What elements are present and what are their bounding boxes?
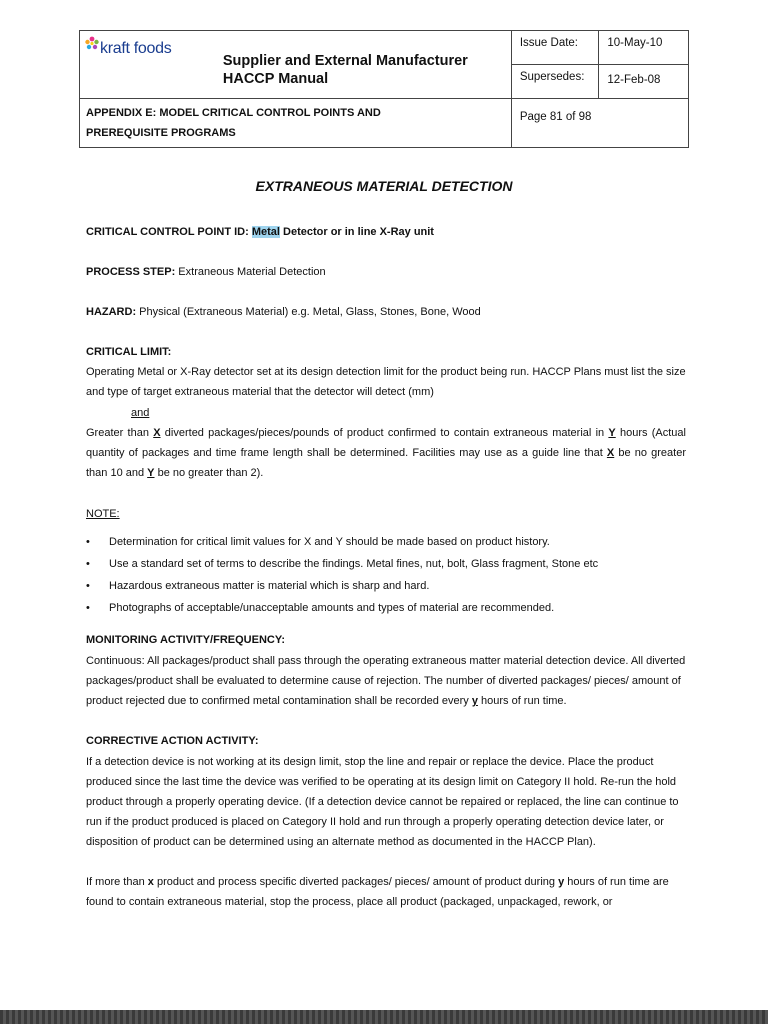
critical-limit-heading: CRITICAL LIMIT: xyxy=(86,346,172,358)
appendix-title xyxy=(80,99,512,148)
cl-p2-x: X xyxy=(153,427,161,439)
monitoring-text-b: hours of run time. xyxy=(477,695,567,707)
cl-p2-e: be no greater than 2). xyxy=(154,467,264,479)
note-item-text: Use a standard set of terms to describe the findings. Metal fines, nut, bolt, Glass fragment, Stone etc xyxy=(109,558,599,570)
cl-p2-a: Greater than xyxy=(86,427,154,439)
corrective-para1: If a detection device is not working at its design limit, stop the line and repair or replace the device. Place the product produced since the last time the device was verified to be operating at its design limit on Category II hold. Re-run the hold product through a properly operating device. (If a detection device cannot be repaired or replaced, the line can continue to run if the product produced is placed on Category II hold and run through a properly operating detection device later, or disposition of product can be determined using an alternate method as documented in the HACCP Plan). xyxy=(86,756,679,848)
list-item xyxy=(86,531,686,553)
process-step-label: PROCESS STEP: xyxy=(86,266,176,278)
note-list xyxy=(86,531,686,619)
hazard-value: Physical (Extraneous Material) e.g. Metal, Glass, Stones, Bone, Wood xyxy=(136,306,481,318)
process-step-line xyxy=(86,262,686,282)
corrective-para2 xyxy=(86,872,686,912)
cl-p2-b: diverted packages/pieces/pounds of product confirmed to contain extraneous material in xyxy=(160,427,609,439)
kraft-flower-logo-icon xyxy=(84,35,100,57)
document-title: EXTRANEOUS MATERIAL DETECTION xyxy=(255,178,513,194)
manual-title-line2: HACCP Manual xyxy=(222,71,329,87)
manual-title-cell xyxy=(213,31,511,99)
process-step-value: Extraneous Material Detection xyxy=(175,266,326,278)
company-logo-text: kraft foods xyxy=(100,40,172,57)
header-table xyxy=(79,30,689,148)
supersedes-value: 12-Feb-08 xyxy=(599,65,689,99)
appendix-line1: APPENDIX E: MODEL CRITICAL CONTROL POINTS AND xyxy=(86,107,381,119)
page-number: Page 81 of 98 xyxy=(511,99,688,148)
note-item-text: Photographs of acceptable/unacceptable amounts and types of material are recommended. xyxy=(109,602,555,614)
monitoring-text xyxy=(86,651,686,711)
bullet-icon: • xyxy=(86,580,90,592)
hazard-line xyxy=(86,302,686,322)
corr-p2-x: x xyxy=(147,876,154,888)
list-item xyxy=(86,597,686,619)
monitoring-text-a: Continuous: All packages/product shall pass through the operating extraneous matter material detection device. All diverted packages/product shall be evaluated to determine cause of rejection. The number of diverted packages/ pieces/ amount of product rejected due to confirmed metal contamination shall be recorded every xyxy=(86,655,686,707)
corr-p2-a: If more than xyxy=(86,876,148,888)
note-item-text: Hazardous extraneous matter is material which is sharp and hard. xyxy=(109,580,430,592)
cl-p2-c: hours (Actual quantity of packages and time frame length shall be determined. Facilities may use as a guide line that xyxy=(86,427,686,459)
corr-p2-c: hours of run time are found to contain extraneous material, stop the process, place all product (packaged, unpackaged, rework, or xyxy=(86,876,669,908)
supersedes-label: Supersedes: xyxy=(511,65,599,99)
critical-limit-para1: Operating Metal or X-Ray detector set at its design detection limit for the product being run. HACCP Plans must list the size and type of target extraneous material that the detector will detect (mm) xyxy=(86,366,686,398)
ccp-highlight: Metal xyxy=(251,226,280,238)
cl-p2-y: Y xyxy=(608,427,616,439)
monitoring-heading: MONITORING ACTIVITY/FREQUENCY: xyxy=(86,634,286,646)
ccp-label: CRITICAL CONTROL POINT ID: xyxy=(86,226,249,238)
logo-cell xyxy=(80,31,213,99)
cl-p2-y2: Y xyxy=(147,467,155,479)
ccp-line xyxy=(86,222,686,242)
hazard-label: HAZARD: xyxy=(86,306,137,318)
bullet-icon: • xyxy=(86,536,90,548)
note-item-text: Determination for critical limit values for X and Y should be made based on product history. xyxy=(109,536,550,548)
bullet-icon: • xyxy=(86,602,90,614)
manual-title xyxy=(223,52,513,88)
manual-title-line1: Supplier and External Manufacturer xyxy=(222,53,468,69)
note-heading: NOTE: xyxy=(86,508,120,520)
cl-p2-x2: X xyxy=(606,447,615,459)
issue-date-value: 10-May-10 xyxy=(599,31,689,65)
list-item xyxy=(86,575,686,597)
list-item xyxy=(86,553,686,575)
critical-limit-para2 xyxy=(86,423,686,483)
corr-p2-y: y xyxy=(558,876,565,888)
corrective-heading: CORRECTIVE ACTION ACTIVITY: xyxy=(86,735,259,747)
critical-limit-and: and xyxy=(131,407,150,419)
corr-p2-b: product and process specific diverted packages/ pieces/ amount of product during xyxy=(153,876,559,888)
bullet-icon: • xyxy=(86,558,90,570)
issue-date-label: Issue Date: xyxy=(511,31,599,65)
cl-p2-d: be no greater than 10 and xyxy=(86,447,686,479)
viewer-bottom-bar xyxy=(0,1010,768,1024)
ccp-rest: Detector or in line X-Ray unit xyxy=(279,226,434,238)
appendix-line2: PREREQUISITE PROGRAMS xyxy=(86,127,236,139)
monitoring-text-y: y xyxy=(471,695,478,707)
